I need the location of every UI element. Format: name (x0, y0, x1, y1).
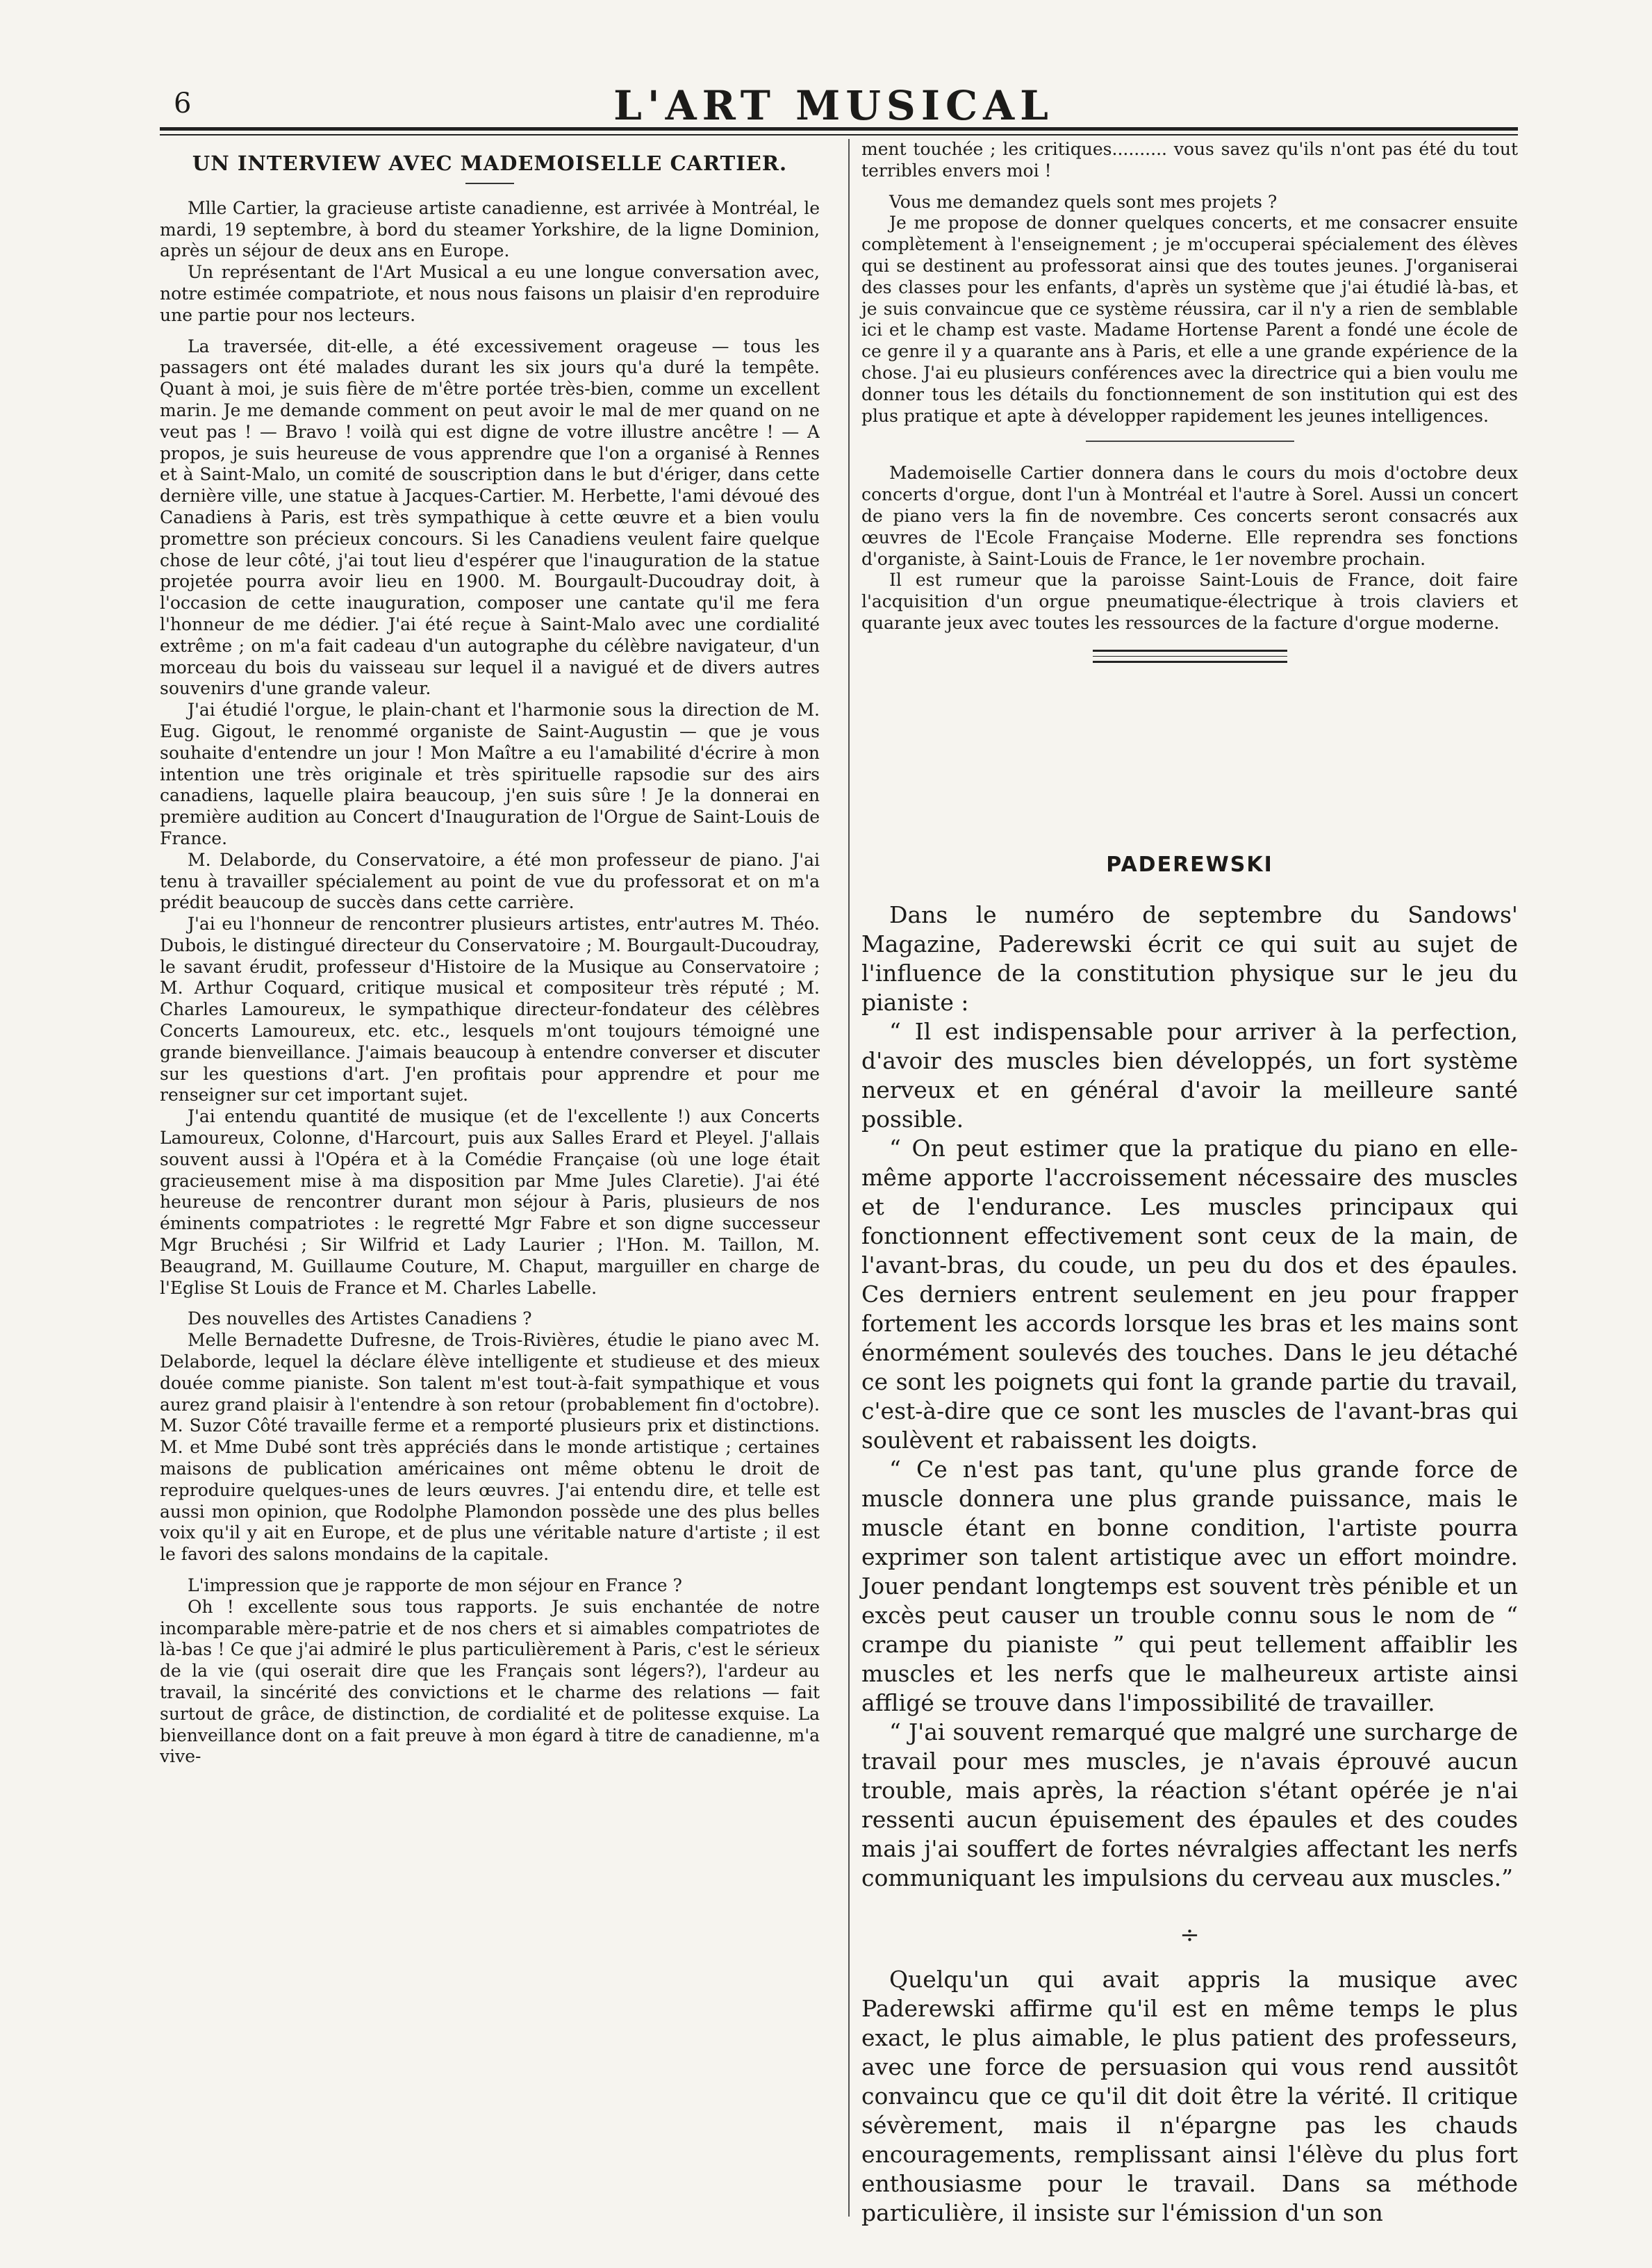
paragraph: Je me propose de donner quelques concerts, et me consacrer ensuite complètement à l'enseignement ; je m'occuperai spécialement des élèves qui se destinent au professorat ainsi que des toutes jeunes. J'organiserai des classes pour les enfants, d'après un système que j'ai étudié là-bas, et je suis convaincue que ce système réussira, car il n'y a rien de semblable ici et le champ est vaste. Madame Hortense Parent a fondé une école de ce genre il y a quarante ans à Paris, et elle a une grande expérience de la chose. J'ai eu plusieurs conférences avec la directrice qui a bien voulu me donner tous les détails du fonctionnement de son institution qui est des plus pratique et apte à développer rapidement les jeunes intelligences. (861, 213, 1518, 426)
paragraph: Quelqu'un qui avait appris la musique avec Paderewski affirme qu'il est en même temps le plus exact, le plus aimable, le plus patient des professeurs, avec une force de persuasion qui vous rend aussitôt convaincu que ce qu'il dit doit être la vérité. Il critique sévèrement, mais il n'épargne pas les chauds encouragements, remplissant ainsi l'élève du plus fort enthousiasme pour le travail. Dans sa méthode particulière, il insiste sur l'émission d'un son (861, 1966, 1518, 2226)
right-column-top (861, 139, 1518, 667)
paragraph: Il est rumeur que la paroisse Saint-Louis de France, doit faire l'acquisition d'un orgue pneumatique-électrique à trois claviers et quarante jeux avec toutes les ressources de la facture d'orgue moderne. (861, 570, 1518, 633)
spacer (160, 1566, 820, 1575)
section-rule (1086, 441, 1294, 442)
spacer (160, 1299, 820, 1308)
paragraph: “ J'ai souvent remarqué que malgré une surcharge de travail pour mes muscles, je n'avais éprouvé aucun trouble, mais après, la réaction s'étant opérée je n'ai ressenti aucun épuisement des épaules et des coudes mais j'ai souffert de fortes névralgies affectant les nerfs communiquant les impulsions du cerveau aux muscles.” (861, 1718, 1518, 1891)
paragraph: J'ai eu l'honneur de rencontrer plusieurs artistes, entr'autres M. Théo. Dubois, le distingué directeur du Conservatoire ; M. Bourgault-Ducoudray, le savant érudit, professeur d'Histoire de la Musique au Conservatoire ; M. Arthur Coquard, critique musical et compositeur très réputé ; M. Charles Lamoureux, le sympathique directeur-fondateur des célèbres Concerts Lamoureux, etc. etc., lesquels m'ont toujours témoigné une grande bienveillance. J'aimais beaucoup à entendre converser et discuter sur les questions d'art. J'en profitais pour apprendre et pour me renseigner sur cet important sujet. (160, 914, 820, 1106)
column-separator (848, 139, 850, 2217)
page-number: 6 (174, 88, 192, 120)
deco-line (1093, 661, 1287, 663)
spacer (160, 327, 820, 336)
right-column-bottom (861, 827, 1518, 2228)
paragraph: “ Il est indispensable pour arriver à la perfection, d'avoir des muscles bien développés, un fort système nerveux et en général d'avoir la meilleure santé possible. (861, 1018, 1518, 1133)
paragraph: J'ai entendu quantité de musique (et de l'excellente !) aux Concerts Lamoureux, Colonne, d'Harcourt, puis aux Salles Erard et Pleyel. J'allais souvent aussi à l'Opéra et à la Comédie Française (où une loge était gracieusement mise à ma disposition par Mme Jules Claretie). J'ai été heureuse de rencontrer durant mon séjour à Paris, plusieurs de nos éminents compatriotes : le regretté Mgr Fabre et son digne successeur Mgr Bruchési ; Sir Wilfrid et Lady Laurier ; l'Hon. M. Taillon, M. Beaugrand, M. Guillaume Couture, M. Chaput, marguiller en charge de l'Eglise St Louis de France et M. Charles Labelle. (160, 1106, 820, 1298)
paragraph: Melle Bernadette Dufresne, de Trois-Rivières, étudie le piano avec M. Delaborde, lequel la déclare élève intelligente et studieuse et des mieux douée comme pianiste. Son talent m'est tout-à-fait sympathique et vous aurez grand plaisir à l'entendre à son retour (probablement fin d'octobre). M. Suzor Côté travaille ferme et a remporté plusieurs prix et distinctions. M. et Mme Dubé sont très appréciés dans le monde artistique ; certaines maisons de publication américaines ont même obtenu le droit de reproduire quelques-unes de leurs œuvres. J'ai entendu dire, et telle est aussi mon opinion, que Rodolphe Plamondon possède une des plus belles voix qu'il y ait en Europe, et de plus une véritable nature d'artiste ; il est le favori des salons mondains de la capitale. (160, 1330, 820, 1565)
header-rule-thick (160, 127, 1518, 131)
paragraph: Dans le numéro de septembre du Sandows' Magazine, Paderewski écrit ce qui suit au sujet de l'influence de la constitution physique sur le jeu du pianiste : (861, 901, 1518, 1016)
paragraph: Oh ! excellente sous tous rapports. Je suis enchantée de notre incomparable mère-patrie et de nos chers et si aimables compatriotes de là-bas ! Ce que j'ai admiré le plus particulièrement à Paris, c'est le sérieux de la vie (qui oserait dire que les Français sont légers?), l'ardeur au travail, la sincérité des convictions et le charme des relations — fait surtout de grâce, de distinction, de cordialité et de politesse exquise. La bienveillance dont on a fait preuve à mon égard à titre de canadienne, m'a vive- (160, 1596, 820, 1767)
paragraph: “ On peut estimer que la pratique du piano en elle-même apporte l'accroissement nécessaire des muscles et de l'endurance. Les muscles principaux qui fonctionnent effectivement sont ceux de la main, de l'avant-bras, du coude, un peu du dos et des épaules. Ces derniers entrent seulement en jeu pour frapper fortement les accords lorsque les bras et les mains sont énormément soulevés des touches. Dans le jeu détaché ce sont les poignets qui font la grande partie du travail, c'est-à-dire que ce sont les muscles de l'avant-bras qui soulèvent et rabaissent les doigts. (861, 1135, 1518, 1454)
paragraph: Vous me demandez quels sont mes projets ? (889, 191, 1278, 212)
paragraph: J'ai étudié l'orgue, le plain-chant et l'harmonie sous la direction de M. Eug. Gigout, le renommé organiste de Saint-Augustin — que je vous souhaite d'entendre un jour ! Mon Maître a eu l'amabilité d'écrire à mon intention une très originale et très spirituelle rapsodie sur des airs canadiens, laquelle plaira beaucoup, j'en suis sûre ! Je la donnerai en première audition au Concert d'Inauguration de l'Orgue de Saint-Louis de France. (160, 700, 820, 848)
paragraph: L'impression que je rapporte de mon séjour en France ? (188, 1575, 682, 1595)
paragraph: Mademoiselle Cartier donnera dans le cours du mois d'octobre deux concerts d'orgue, dont l'un à Montréal et l'autre à Sorel. Aussi un concert de piano vers la fin de novembre. Ces concerts seront consacrés aux œuvres de l'Ecole Française Moderne. Elle reprendra ses fonctions d'organiste, à Saint-Louis de France, le 1er novembre prochain. (861, 463, 1518, 569)
paragraph: “ Ce n'est pas tant, qu'une plus grande force de muscle donnera une plus grande puissance, mais le muscle étant en bonne condition, l'artiste pourra exprimer son talent artistique avec un effort moindre. Jouer pendant longtemps est souvent très pénible et un excès peut causer un trouble connu sous le nom de “ crampe du pianiste ” qui peut tellement affaiblir les muscles et les nerfs que le malheureux artiste ainsi affligé se trouve dans l'impossibilité de travailler. (861, 1456, 1518, 1716)
divider-ornament: ÷ (1180, 1921, 1200, 1949)
header-rule-thin (160, 134, 1518, 135)
deco-line (1093, 650, 1287, 652)
decorative-rule (1093, 650, 1287, 663)
paragraph: ment touchée ; les critiques.......... vous savez qu'ils n'ont pas été du tout terribles envers moi ! (861, 139, 1518, 181)
paragraph: Un représentant de l'Art Musical a eu une longue conversation avec, notre estimée compatriote, et nous nous faisons un plaisir d'en reproduire une partie pour nos lecteurs. (160, 262, 820, 325)
deco-line (1093, 656, 1287, 657)
paragraph: Mlle Cartier, la gracieuse artiste canadienne, est arrivée à Montréal, le mardi, 19 septembre, à bord du steamer Yorkshire, de la ligne Dominion, après un séjour de deux ans en Europe. (160, 197, 820, 261)
paragraph: La traversée, dit-elle, a été excessivement orageuse — tous les passagers ont été malades durant les six jours qu'a duré la tempête. Quant à moi, je suis fière de m'être portée très-bien, comme un excellent marin. Je me demande comment on peut avoir le mal de mer quand on ne veut pas ! — Bravo ! voilà qui est digne de votre illustre ancêtre ! — A propos, je suis heureuse de vous apprendre que l'on a organisé à Rennes et à Saint-Malo, un comité de souscription dans le but d'ériger, dans cette dernière ville, une statue à Jacques-Cartier. M. Herbette, l'ami dévoué des Canadiens à Paris, est très sympathique à cette œuvre et a bien voulu promettre son précieux concours. Si les Canadiens veulent faire quelque chose de leur côté, j'ai tout lieu d'espérer que l'inauguration de la statue projetée pourra avoir lieu en 1900. M. Bourgault-Ducoudray doit, à l'occasion de cette inauguration, composer une cantate qu'il me fera l'honneur de me dédier. J'ai été reçue à Saint-Malo avec une cordialité extrême ; on m'a fait cadeau d'un autographe du célèbre navigateur, d'un morceau du bois du vaisseau sur lequel il a navigué et de divers autres souvenirs d'une grande valeur. (160, 336, 820, 699)
article-title-cartier: UN INTERVIEW AVEC MADEMOISELLE CARTIER. (192, 151, 788, 175)
paragraph: Des nouvelles des Artistes Canadiens ? (188, 1308, 532, 1329)
left-column (160, 139, 820, 2217)
page-header (160, 82, 1508, 131)
title-rule (465, 183, 514, 184)
masthead-title: L'ART MUSICAL (613, 82, 1054, 129)
article-title-paderewski: PADEREWSKI (1106, 853, 1273, 877)
paragraph: M. Delaborde, du Conservatoire, a été mon professeur de piano. J'ai tenu à travailler spécialement au point de vue du professorat et on m'a prédit beaucoup de succès dans cette carrière. (160, 849, 820, 913)
spacer (861, 182, 1518, 192)
